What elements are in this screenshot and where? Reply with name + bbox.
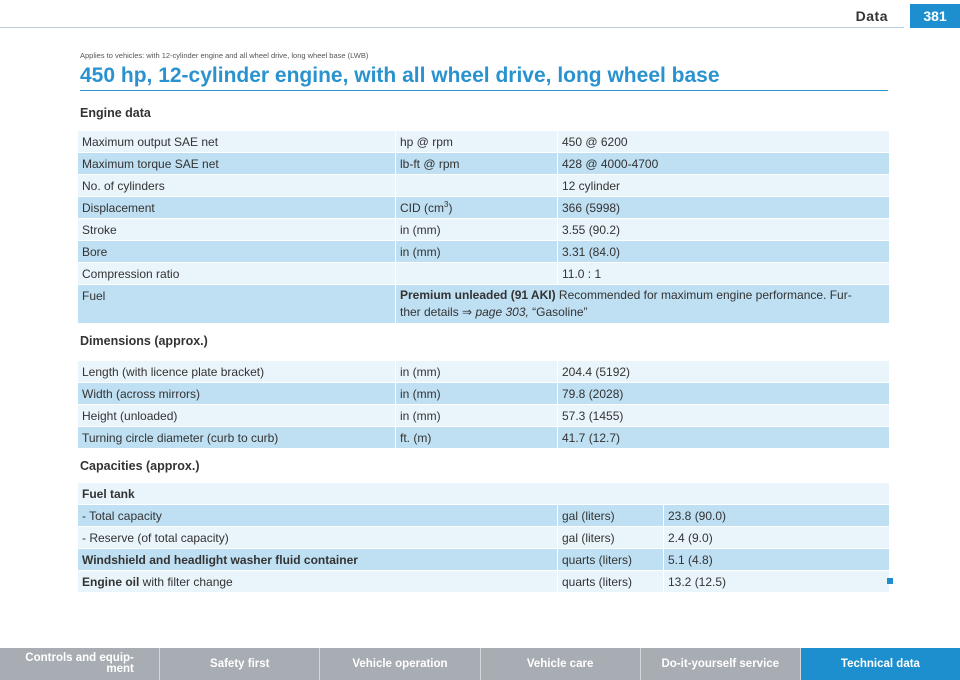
row-label: Stroke bbox=[78, 219, 396, 240]
unit-text: CID (cm bbox=[400, 201, 444, 215]
applies-to-note: Applies to vehicles: with 12-cylinder engine and all wheel drive, long wheel base (LWB) bbox=[80, 51, 369, 60]
top-rule bbox=[0, 27, 904, 28]
engine-data-table bbox=[78, 130, 890, 324]
nav-tab-operation[interactable] bbox=[320, 648, 480, 680]
row-label: - Reserve (of total capacity) bbox=[78, 527, 558, 548]
row-unit bbox=[396, 175, 558, 196]
dimensions-heading: Dimensions (approx.) bbox=[80, 334, 208, 348]
row-unit: gal (liters) bbox=[558, 527, 664, 548]
dimensions-table bbox=[78, 360, 890, 449]
row-value: 13.2 (12.5) bbox=[664, 571, 890, 592]
row-label: Maximum output SAE net bbox=[78, 131, 396, 152]
end-of-section-square-icon bbox=[887, 578, 893, 584]
row-unit: hp @ rpm bbox=[396, 131, 558, 152]
row-value: 428 @ 4000-4700 bbox=[558, 153, 890, 174]
nav-tab-label: Do-it-yourself service bbox=[661, 657, 780, 670]
engine-oil-label: Engine oil bbox=[82, 574, 140, 589]
nav-tab-technical-data[interactable] bbox=[801, 648, 960, 680]
table-row bbox=[78, 549, 890, 570]
row-value: 23.8 (90.0) bbox=[664, 505, 890, 526]
row-label: Height (unloaded) bbox=[78, 405, 396, 426]
row-label: No. of cylinders bbox=[78, 175, 396, 196]
engine-data-heading: Engine data bbox=[80, 106, 151, 120]
table-row bbox=[78, 405, 890, 426]
row-label: Length (with licence plate bracket) bbox=[78, 361, 396, 382]
table-row bbox=[78, 197, 890, 218]
capacities-table bbox=[78, 482, 890, 593]
nav-tab-label: Controls and equip- bbox=[25, 652, 134, 664]
table-row bbox=[78, 175, 890, 196]
row-value: 2.4 (9.0) bbox=[664, 527, 890, 548]
row-value: 204.4 (5192) bbox=[558, 361, 890, 382]
row-unit: ft. (m) bbox=[396, 427, 558, 448]
row-unit: in (mm) bbox=[396, 405, 558, 426]
row-label: Fuel bbox=[78, 285, 396, 323]
table-row bbox=[78, 241, 890, 262]
fuel-text-3: “Gasoline” bbox=[528, 305, 588, 319]
page-title: 450 hp, 12-cylinder engine, with all wheel drive, long wheel base bbox=[80, 64, 720, 87]
fuel-text-1: Recommended for maximum engine performance. Fur- bbox=[555, 288, 852, 302]
row-label bbox=[78, 571, 558, 592]
row-value: 12 cylinder bbox=[558, 175, 890, 196]
arrow-right-icon: ⇒ bbox=[462, 305, 473, 319]
row-unit: quarts (liters) bbox=[558, 549, 664, 570]
row-value: 3.31 (84.0) bbox=[558, 241, 890, 262]
capacities-heading: Capacities (approx.) bbox=[80, 459, 200, 473]
table-row bbox=[78, 527, 890, 548]
fuel-tank-label: Fuel tank bbox=[78, 483, 890, 504]
table-row bbox=[78, 131, 890, 152]
row-label: Compression ratio bbox=[78, 263, 396, 284]
fuel-grade: Premium unleaded (91 AKI) bbox=[400, 288, 556, 302]
table-row bbox=[78, 427, 890, 448]
table-row bbox=[78, 571, 890, 592]
nav-tab-label: Vehicle care bbox=[526, 657, 594, 670]
row-value: 11.0 : 1 bbox=[558, 263, 890, 284]
table-row bbox=[78, 505, 890, 526]
table-row bbox=[78, 483, 890, 504]
row-value: 450 @ 6200 bbox=[558, 131, 890, 152]
engine-oil-suffix: with filter change bbox=[139, 574, 233, 589]
table-row-fuel bbox=[78, 285, 890, 323]
fuel-text-2: ther details bbox=[400, 305, 463, 319]
row-value: 5.1 (4.8) bbox=[664, 549, 890, 570]
row-label: Windshield and headlight washer fluid container bbox=[78, 549, 558, 570]
unit-tail: ) bbox=[448, 201, 453, 215]
nav-tab-label: Vehicle operation bbox=[352, 657, 448, 670]
footer-nav bbox=[0, 648, 960, 680]
unit-superscript: 3 bbox=[444, 200, 449, 209]
nav-tab-label: Safety first bbox=[210, 657, 270, 670]
row-value: 41.7 (12.7) bbox=[558, 427, 890, 448]
row-label: Displacement bbox=[78, 197, 396, 218]
page-reference-link[interactable]: page 303, bbox=[475, 305, 529, 319]
row-label: Bore bbox=[78, 241, 396, 262]
row-unit bbox=[396, 197, 558, 218]
table-row bbox=[78, 383, 890, 404]
table-row bbox=[78, 153, 890, 174]
row-unit: gal (liters) bbox=[558, 505, 664, 526]
row-label: - Total capacity bbox=[78, 505, 558, 526]
row-label: Width (across mirrors) bbox=[78, 383, 396, 404]
nav-tab-controls[interactable] bbox=[0, 648, 160, 680]
row-value: 57.3 (1455) bbox=[558, 405, 890, 426]
table-row bbox=[78, 219, 890, 240]
nav-tab-diy-service[interactable] bbox=[641, 648, 801, 680]
fuel-description bbox=[396, 285, 890, 323]
row-unit: lb-ft @ rpm bbox=[396, 153, 558, 174]
table-row bbox=[78, 361, 890, 382]
table-row bbox=[78, 263, 890, 284]
row-value: 79.8 (2028) bbox=[558, 383, 890, 404]
nav-tab-vehicle-care[interactable] bbox=[481, 648, 641, 680]
row-unit: in (mm) bbox=[396, 361, 558, 382]
row-unit bbox=[396, 263, 558, 284]
row-value: 366 (5998) bbox=[558, 197, 890, 218]
row-value: 3.55 (90.2) bbox=[558, 219, 890, 240]
row-unit: in (mm) bbox=[396, 241, 558, 262]
section-name: Data bbox=[855, 8, 888, 24]
row-unit: quarts (liters) bbox=[558, 571, 664, 592]
nav-tab-safety[interactable] bbox=[160, 648, 320, 680]
page-number: 381 bbox=[910, 4, 960, 28]
title-rule bbox=[80, 90, 888, 91]
nav-tab-label-2: ment bbox=[106, 663, 134, 675]
row-label: Turning circle diameter (curb to curb) bbox=[78, 427, 396, 448]
row-unit: in (mm) bbox=[396, 219, 558, 240]
row-label: Maximum torque SAE net bbox=[78, 153, 396, 174]
row-unit: in (mm) bbox=[396, 383, 558, 404]
nav-tab-label: Technical data bbox=[840, 657, 920, 670]
